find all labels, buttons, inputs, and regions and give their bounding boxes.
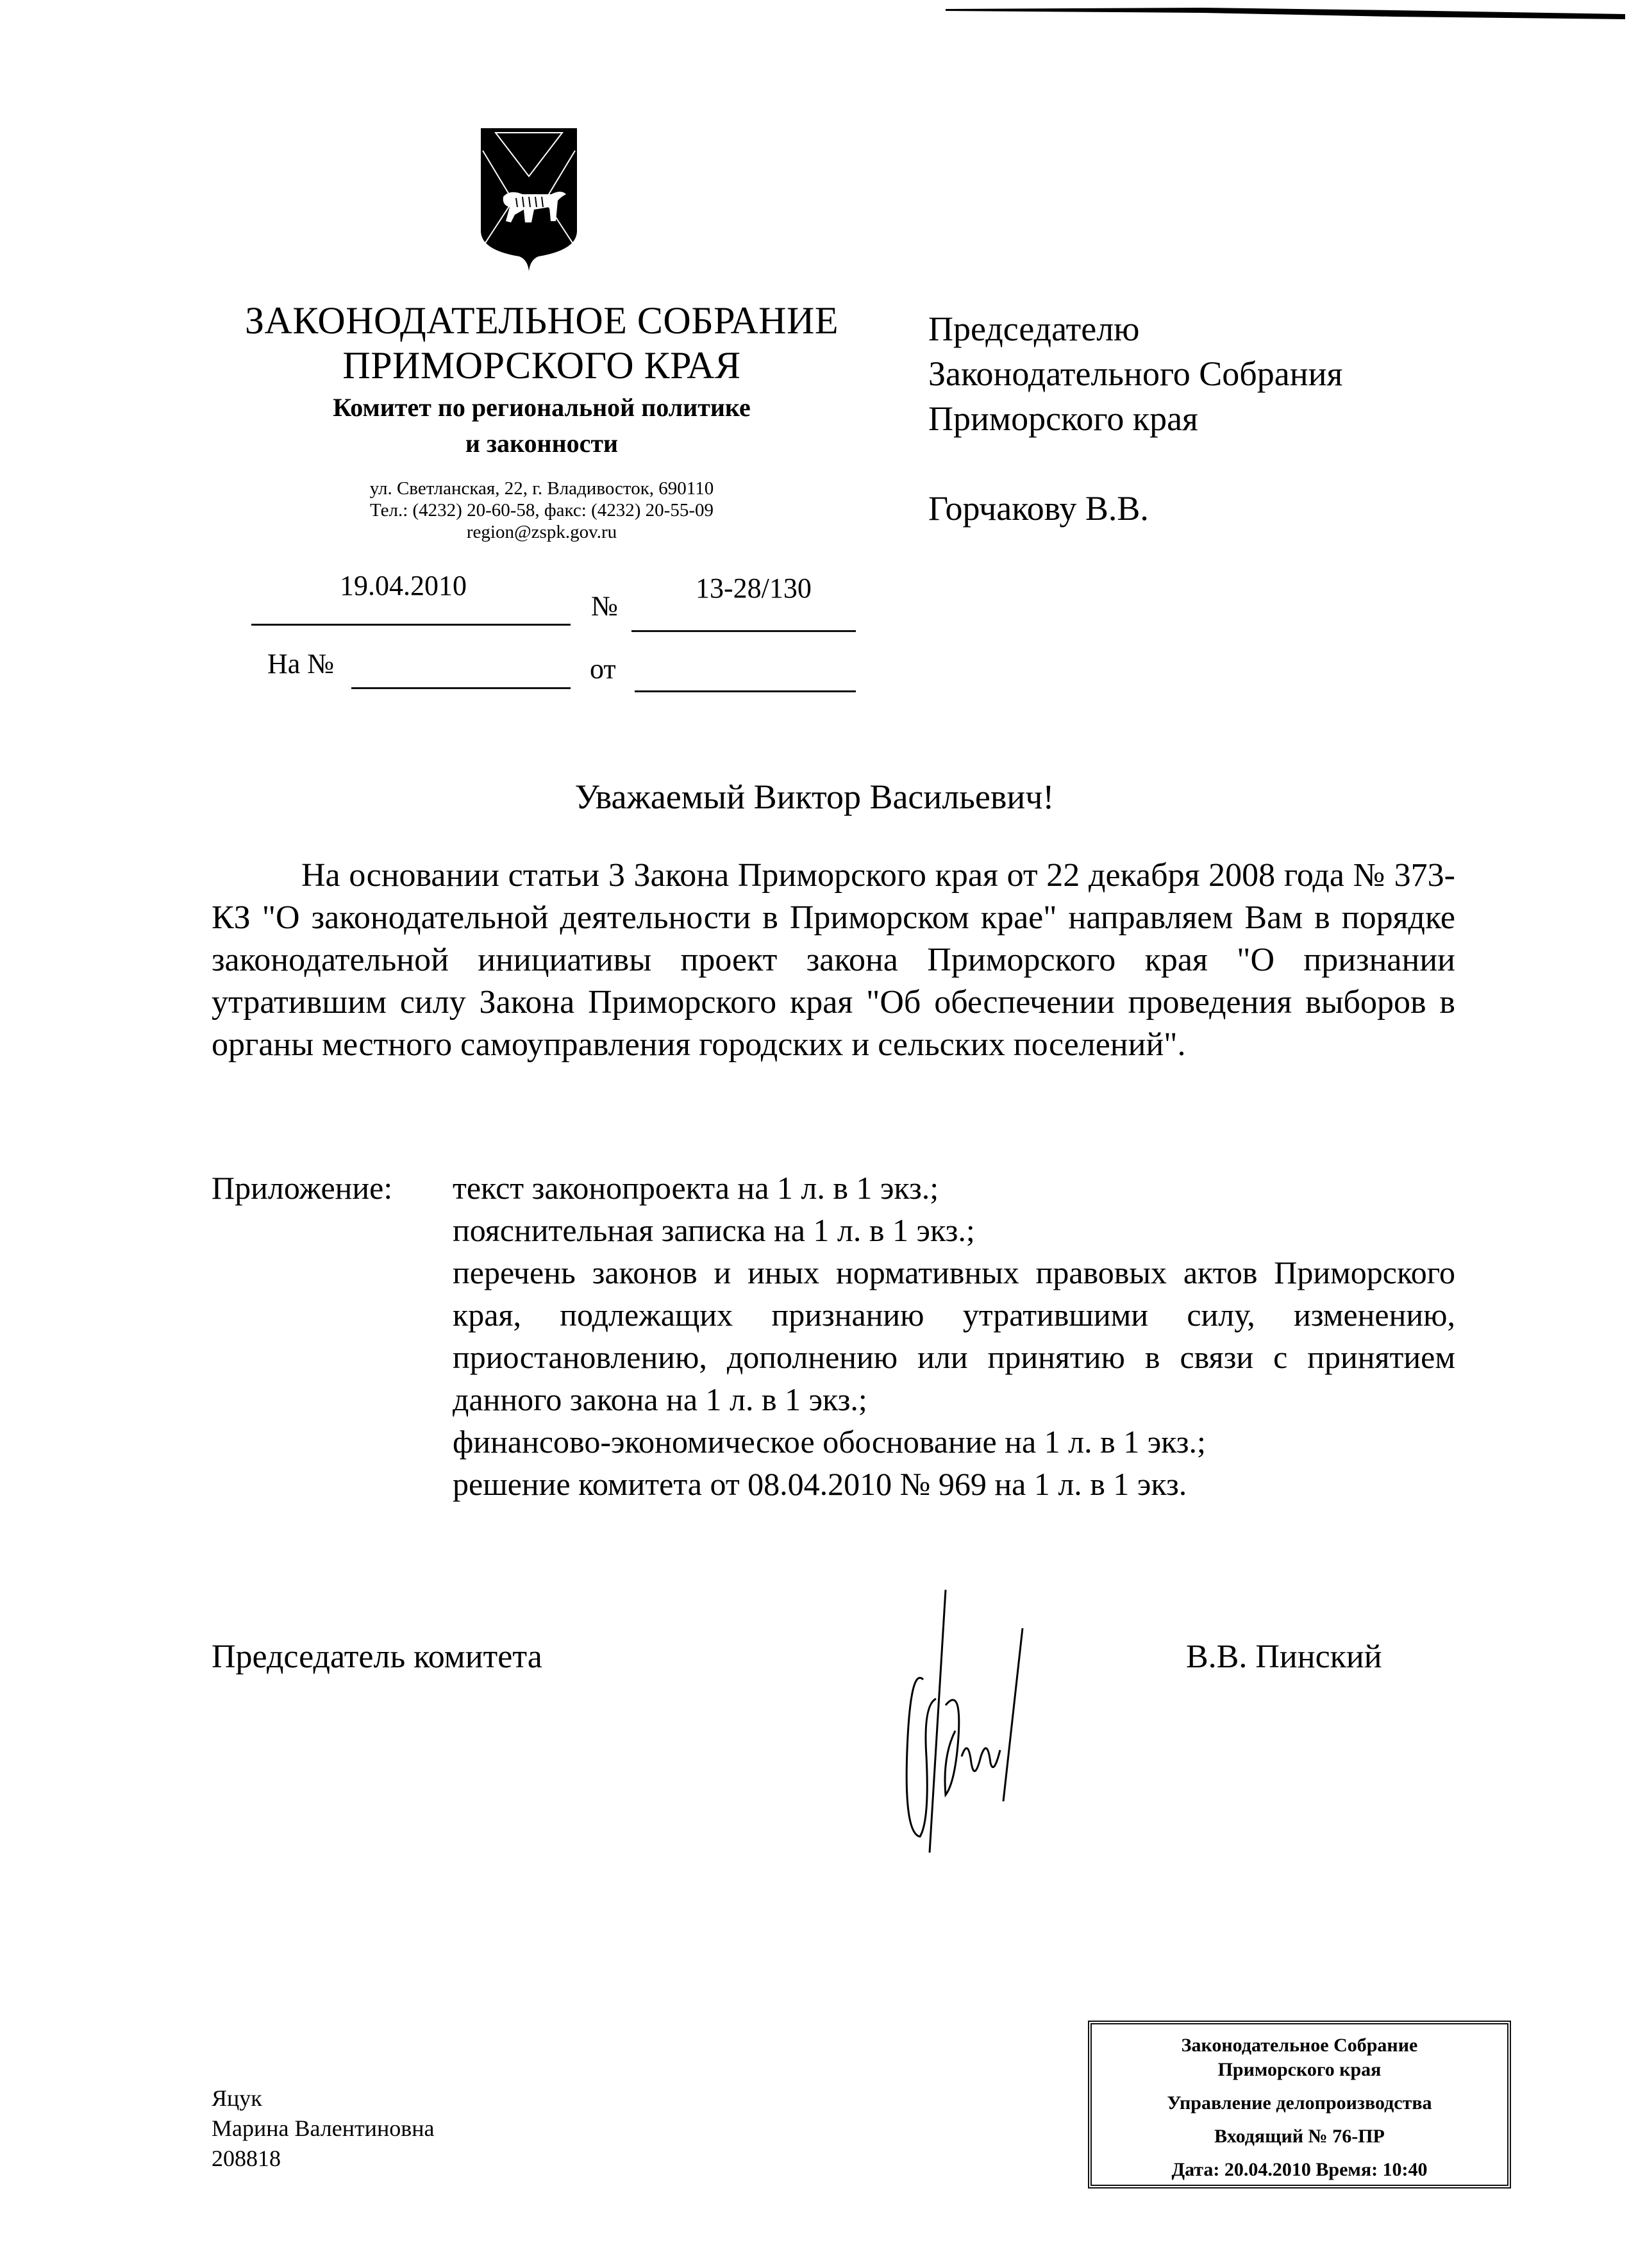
scan-edge-stroke: [946, 5, 1625, 19]
attachment-item: перечень законов и иных нормативных правовых актов Приморского края, подлежащих признанию утратившими силу, изменению, приостановлению, дополнению или принятию в связи с принятием данного закона на 1 л. в 1 экз.;: [453, 1255, 1455, 1417]
date-underline: [251, 624, 571, 626]
committee-line2: и законности: [465, 429, 619, 458]
outgoing-number: 13-28/130: [696, 572, 812, 604]
reference-from-field: [635, 690, 856, 692]
coat-of-arms-icon: [478, 125, 580, 272]
organization-title: [212, 298, 872, 388]
reference-number-field: [351, 687, 571, 689]
attachment-item: текст законопроекта на 1 л. в 1 экз.;: [453, 1170, 939, 1206]
org-address: ул. Светланская, 22, г. Владивосток, 690110: [369, 478, 714, 499]
incoming-registration-stamp: [1088, 2021, 1511, 2189]
committee-name: [212, 390, 872, 462]
attachment-item: решение комитета от 08.04.2010 № 969 на 1 л. в 1 экз.: [453, 1466, 1187, 1502]
executor-contact: [212, 2083, 435, 2174]
stamp-incoming-number: Входящий № 76-ПР: [1214, 2126, 1385, 2147]
org-title-line1: ЗАКОНОДАТЕЛЬНОЕ СОБРАНИЕ: [244, 299, 839, 342]
org-contacts: [212, 478, 872, 543]
org-phone: Тел.: (4232) 20-60-58, факс: (4232) 20-55-09: [370, 500, 714, 521]
letter-body: На основании статьи 3 Закона Приморского края от 22 декабря 2008 года № 373-КЗ "О законодательной деятельности в Приморском крае" направляем Вам в порядке законодательной инициативы проект закона Приморского края "О признании утратившим силу Закона Приморского края "Об обеспечении проведения выборов в органы местного самоуправления городских и сельских поселений".: [212, 857, 1455, 1063]
reference-number-label: На №: [267, 648, 335, 680]
attachment-item: финансово-экономическое обоснование на 1 л. в 1 экз.;: [453, 1424, 1206, 1460]
stamp-org-line2: Приморского края: [1217, 2059, 1382, 2080]
outgoing-date: 19.04.2010: [340, 570, 467, 601]
number-sign: №: [591, 590, 618, 622]
handwritten-signature-icon: [885, 1590, 1096, 1859]
addressee-name: Горчакову В.В.: [928, 489, 1149, 528]
org-title-line2: ПРИМОРСКОГО КРАЯ: [342, 344, 741, 387]
committee-line1: Комитет по региональной политике: [333, 393, 751, 422]
stamp-org-line1: Законодательное Собрание: [1181, 2035, 1418, 2056]
number-underline: [631, 630, 856, 632]
addressee-line1: Председателю: [928, 310, 1140, 348]
signatory-name: В.В. Пинский: [1186, 1638, 1382, 1675]
executor-name: Марина Валентиновна: [212, 2115, 435, 2141]
attachments-list: [453, 1167, 1455, 1505]
signatory-role: Председатель комитета: [212, 1638, 542, 1675]
executor-surname: Яцук: [212, 2085, 262, 2111]
attachments-label: Приложение:: [212, 1170, 393, 1206]
reference-from-label: от: [590, 653, 616, 685]
addressee-line2: Законодательного Собрания: [928, 354, 1343, 393]
addressee-line3: Приморского края: [928, 399, 1198, 438]
stamp-department: Управление делопроизводства: [1167, 2092, 1432, 2114]
stamp-date-time: Дата: 20.04.2010 Время: 10:40: [1171, 2159, 1428, 2180]
addressee-block: [928, 306, 1342, 531]
org-email: region@zspk.gov.ru: [466, 522, 617, 542]
executor-phone: 208818: [212, 2146, 281, 2171]
salutation: Уважаемый Виктор Васильевич!: [574, 778, 1055, 816]
attachment-item: пояснительная записка на 1 л. в 1 экз.;: [453, 1212, 975, 1248]
